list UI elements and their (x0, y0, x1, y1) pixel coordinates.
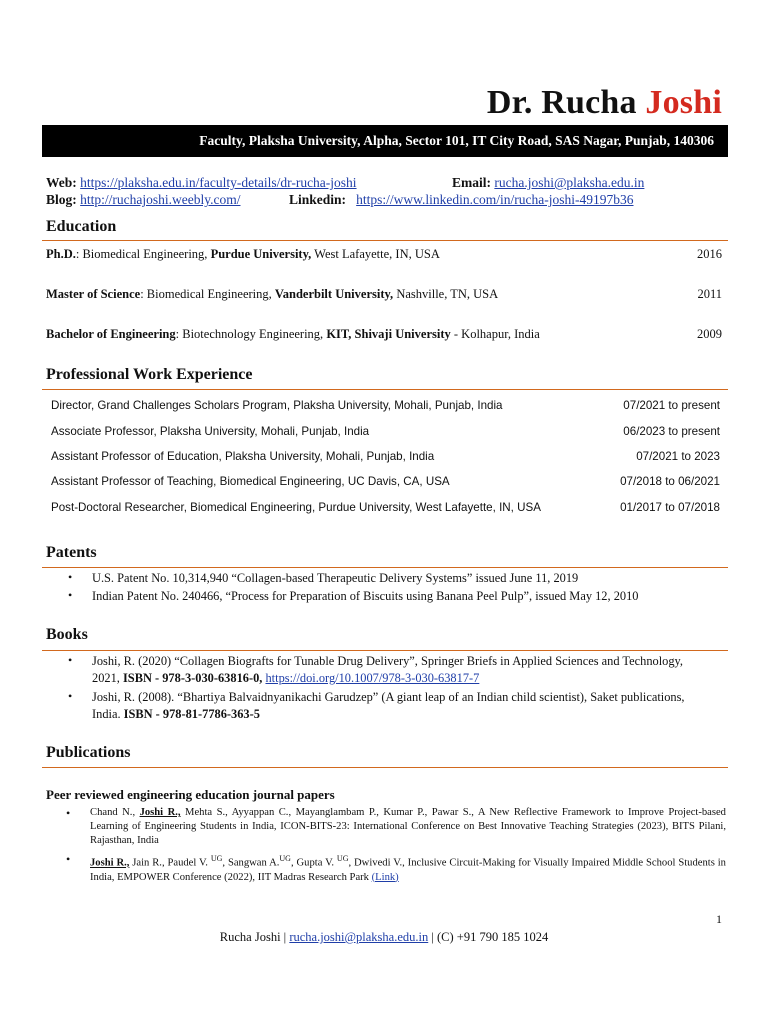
book-item: Joshi, R. (2008). “Bhartiya Balvaidnyanikachi Garudzep” (A giant leap of an Indian child scientist), Saket publications, India. ISBN - 978-81-7786-363-5 (92, 690, 685, 721)
books-rule (42, 650, 728, 651)
patent-item: U.S. Patent No. 10,314,940 “Collagen-based Therapeutic Delivery Systems” issued June 11, 2019 (92, 571, 579, 585)
doi-link[interactable]: https://doi.org/10.1007/978-3-030-63817-7 (265, 671, 480, 685)
book-item: Joshi, R. (2020) “Collagen Biografts for Tunable Drug Delivery”, Springer Briefs in Applied Sciences and Technology, 2021, ISBN - 978-3-030-63816-0, https://doi.org/10.1007/978-3-030-63817-7 (92, 654, 684, 685)
blog-line: Blog: http://ruchajoshi.weebly.com/ (46, 192, 241, 207)
work-heading: Professional Work Experience (46, 366, 253, 383)
work-dates: 01/2017 to 07/2018 (620, 501, 720, 514)
work-role: Assistant Professor of Education, Plaksha University, Mohali, Punjab, India (51, 450, 435, 463)
footer: Rucha Joshi | rucha.joshi@plaksha.edu.in | (C) +91 790 185 1024 (219, 930, 549, 944)
publications-rule (42, 767, 728, 768)
books-heading: Books (46, 626, 88, 643)
publications-subtitle: Peer reviewed engineering education journal papers (46, 787, 335, 802)
education-item: Bachelor of Engineering: Biotechnology Engineering, KIT, Shivaji University - Kolhapur, India (46, 327, 540, 341)
bullet-icon: • (68, 570, 73, 584)
education-year: 2016 (697, 247, 722, 261)
patents-heading: Patents (46, 544, 97, 561)
bullet-icon: • (68, 653, 73, 667)
email-link[interactable]: rucha.joshi@plaksha.edu.in (494, 175, 645, 190)
education-heading: Education (46, 218, 117, 235)
web-line: Web: https://plaksha.edu.in/faculty-details/dr-rucha-joshi (46, 175, 357, 190)
work-rule (42, 389, 728, 390)
linkedin-link[interactable]: https://www.linkedin.com/in/rucha-joshi-49197b36 (356, 192, 634, 207)
last-name: Joshi (645, 84, 722, 121)
education-item: Ph.D.: Biomedical Engineering, Purdue University, West Lafayette, IN, USA (46, 247, 440, 261)
education-year: 2009 (697, 327, 722, 341)
address: Faculty, Plaksha University, Alpha, Sector 101, IT City Road, SAS Nagar, Punjab, 140306 (199, 133, 714, 148)
address-bar (42, 125, 728, 157)
footer-email-link[interactable]: rucha.joshi@plaksha.edu.in (289, 930, 429, 944)
publications-heading: Publications (46, 744, 131, 761)
education-item: Master of Science: Biomedical Engineering, Vanderbilt University, Nashville, TN, USA (46, 287, 499, 301)
work-dates: 07/2018 to 06/2021 (620, 475, 720, 488)
page-number: 1 (716, 912, 722, 926)
work-role: Assistant Professor of Teaching, Biomedical Engineering, UC Davis, CA, USA (51, 475, 450, 488)
web-link[interactable]: https://plaksha.edu.in/faculty-details/dr-rucha-joshi (80, 175, 357, 190)
publication-item: Chand N., Joshi R., Mehta S., Ayyappan C., Mayanglambam P., Kumar P., Pawar S., A New Reflective Framework to Improve Project-based Learning of Engineering Students in India, ICON-BITS-23: International Conference on Best Innovative Teaching Strategies (2023), BITS Pilani, Rajasthan, India (90, 807, 726, 846)
resume-name: Dr. Rucha Joshi (486, 84, 722, 121)
email-line: Email: rucha.joshi@plaksha.edu.in (452, 175, 645, 190)
work-role: Director, Grand Challenges Scholars Program, Plaksha University, Mohali, Punjab, India (51, 399, 503, 412)
bullet-icon: • (68, 588, 73, 602)
education-year: 2011 (697, 287, 722, 301)
work-role: Associate Professor, Plaksha University, Mohali, Punjab, India (51, 425, 370, 438)
blog-link[interactable]: http://ruchajoshi.weebly.com/ (80, 192, 241, 207)
publication-link[interactable]: (Link) (371, 871, 399, 883)
bullet-icon: • (68, 689, 73, 703)
work-role: Post-Doctoral Researcher, Biomedical Engineering, Purdue University, West Lafayette, IN, USA (51, 501, 541, 514)
work-dates: 07/2021 to present (623, 399, 720, 412)
bullet-icon: • (66, 852, 71, 866)
education-rule (42, 240, 728, 241)
patent-item: Indian Patent No. 240466, “Process for Preparation of Biscuits using Banana Peel Pulp”, issued May 12, 2010 (92, 589, 639, 603)
work-dates: 07/2021 to 2023 (636, 450, 720, 463)
linkedin-line: Linkedin: https://www.linkedin.com/in/rucha-joshi-49197b36 (289, 192, 634, 207)
patents-rule (42, 567, 728, 568)
work-dates: 06/2023 to present (623, 425, 720, 438)
publication-item: Joshi R., Jain R., Paudel V. $^{UG}$, Sangwan A.$^{UG}$, Gupta V. $^{UG}$, Dwivedi V., Inclusive Circuit-Making for Visually Impaired Middle School Students in India, EMPOWER Conference (2022), IIT Madras Research Park (Link) (90, 854, 726, 883)
bullet-icon: • (66, 806, 71, 820)
